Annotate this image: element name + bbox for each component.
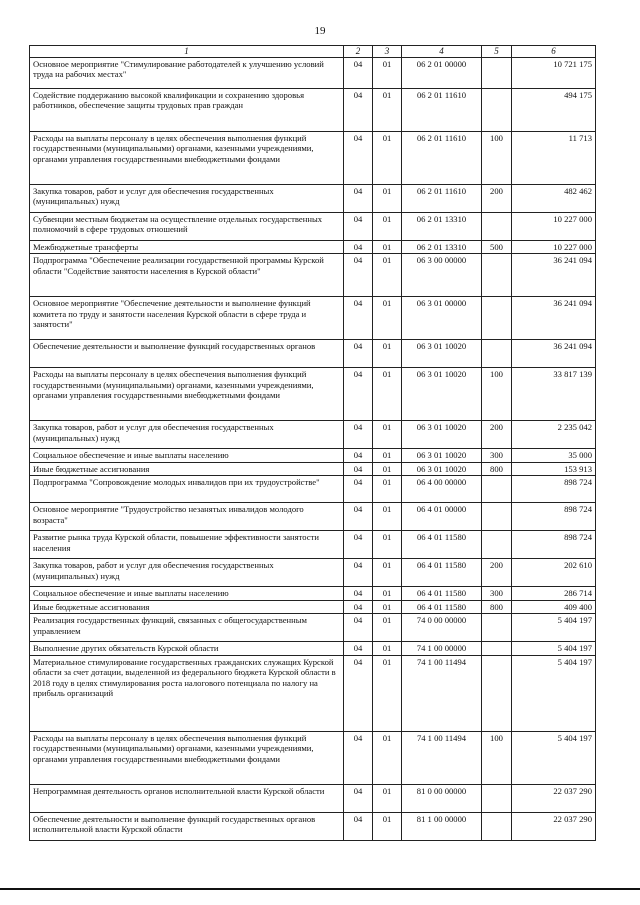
expense-type-cell: [482, 88, 512, 131]
amount-cell: 494 175: [512, 88, 596, 131]
row-name-cell: Межбюджетные трансферты: [30, 240, 344, 253]
amount-cell: 286 714: [512, 587, 596, 600]
expense-type-cell: [482, 254, 512, 297]
row-name-cell: Социальное обеспечение и иные выплаты населению: [30, 449, 344, 462]
subsection-code-cell: 01: [373, 642, 402, 655]
table-row: [30, 600, 596, 613]
amount-cell: 202 610: [512, 559, 596, 587]
expense-type-cell: [482, 476, 512, 503]
amount-cell: 10 721 175: [512, 57, 596, 88]
table-row: [30, 449, 596, 462]
subsection-code-cell: 01: [373, 600, 402, 613]
expense-type-cell: [482, 503, 512, 531]
amount-cell: 5 404 197: [512, 731, 596, 784]
expense-type-cell: [482, 642, 512, 655]
subsection-code-cell: 01: [373, 559, 402, 587]
target-article-cell: 06 4 01 11580: [402, 531, 482, 559]
table-row: [30, 240, 596, 253]
subsection-code-cell: 01: [373, 297, 402, 340]
table-row: [30, 642, 596, 655]
target-article-cell: 06 3 01 00000: [402, 297, 482, 340]
column-header: 1: [30, 46, 344, 58]
target-article-cell: 06 4 01 00000: [402, 503, 482, 531]
row-name-cell: Подпрограмма "Сопровождение молодых инвалидов при их трудоустройстве": [30, 476, 344, 503]
section-code-cell: 04: [344, 531, 373, 559]
row-name-cell: Расходы на выплаты персоналу в целях обеспечения выполнения функций государственными (муниципальными) органами, казенными учреждениями, органами управления государственными внебюджетными фондами: [30, 131, 344, 184]
column-header: 3: [373, 46, 402, 58]
section-code-cell: 04: [344, 57, 373, 88]
section-code-cell: 04: [344, 731, 373, 784]
budget-table: [29, 45, 596, 841]
row-name-cell: Закупка товаров, работ и услуг для обеспечения государственных (муниципальных) нужд: [30, 559, 344, 587]
target-article-cell: 06 4 01 11580: [402, 559, 482, 587]
row-name-cell: Выполнение других обязательств Курской области: [30, 642, 344, 655]
row-name-cell: Материальное стимулирование государственных гражданских служащих Курской области за счет дотации, выделенной из федерального бюджета Курской области в 2018 году в целях стимулирования роста налогового потенциала по налогу на прибыль организаций: [30, 655, 344, 731]
table-row: [30, 88, 596, 131]
subsection-code-cell: 01: [373, 784, 402, 812]
target-article-cell: 06 4 01 11580: [402, 600, 482, 613]
target-article-cell: 06 3 01 10020: [402, 368, 482, 421]
row-name-cell: Социальное обеспечение и иные выплаты населению: [30, 587, 344, 600]
section-code-cell: 04: [344, 297, 373, 340]
subsection-code-cell: 01: [373, 731, 402, 784]
target-article-cell: 06 3 01 10020: [402, 462, 482, 475]
column-header: 4: [402, 46, 482, 58]
column-header: 6: [512, 46, 596, 58]
subsection-code-cell: 01: [373, 57, 402, 88]
section-code-cell: 04: [344, 184, 373, 212]
subsection-code-cell: 01: [373, 476, 402, 503]
section-code-cell: 04: [344, 600, 373, 613]
expense-type-cell: 800: [482, 462, 512, 475]
section-code-cell: 04: [344, 614, 373, 642]
row-name-cell: Непрограммная деятельность органов исполнительной власти Курской области: [30, 784, 344, 812]
row-name-cell: Содействие поддержанию высокой квалификации и сохранению здоровья работников, обеспечение защиты трудовых прав граждан: [30, 88, 344, 131]
section-code-cell: 04: [344, 784, 373, 812]
row-name-cell: Развитие рынка труда Курской области, повышение эффективности занятости населения: [30, 531, 344, 559]
row-name-cell: Обеспечение деятельности и выполнение функций государственных органов: [30, 340, 344, 368]
expense-type-cell: [482, 57, 512, 88]
section-code-cell: 04: [344, 254, 373, 297]
target-article-cell: 74 1 00 00000: [402, 642, 482, 655]
amount-cell: 11 713: [512, 131, 596, 184]
target-article-cell: 06 2 01 11610: [402, 88, 482, 131]
subsection-code-cell: 01: [373, 254, 402, 297]
subsection-code-cell: 01: [373, 88, 402, 131]
target-article-cell: 06 3 01 10020: [402, 421, 482, 449]
expense-type-cell: [482, 655, 512, 731]
section-code-cell: 04: [344, 131, 373, 184]
table-row: [30, 784, 596, 812]
amount-cell: 153 913: [512, 462, 596, 475]
table-row: [30, 587, 596, 600]
subsection-code-cell: 01: [373, 184, 402, 212]
row-name-cell: Расходы на выплаты персоналу в целях обеспечения выполнения функций государственными (муниципальными) органами, казенными учреждениями, органами управления государственными внебюджетными фондами: [30, 368, 344, 421]
amount-cell: 36 241 094: [512, 340, 596, 368]
amount-cell: 482 462: [512, 184, 596, 212]
target-article-cell: 06 3 00 00000: [402, 254, 482, 297]
table-row: [30, 254, 596, 297]
expense-type-cell: [482, 812, 512, 840]
expense-type-cell: 200: [482, 421, 512, 449]
expense-type-cell: 800: [482, 600, 512, 613]
target-article-cell: 74 0 00 00000: [402, 614, 482, 642]
section-code-cell: 04: [344, 503, 373, 531]
amount-cell: 5 404 197: [512, 655, 596, 731]
amount-cell: 22 037 290: [512, 784, 596, 812]
subsection-code-cell: 01: [373, 212, 402, 240]
expense-type-cell: 300: [482, 449, 512, 462]
section-code-cell: 04: [344, 421, 373, 449]
amount-cell: 5 404 197: [512, 614, 596, 642]
table-row: [30, 531, 596, 559]
row-name-cell: Расходы на выплаты персоналу в целях обеспечения выполнения функций государственными (муниципальными) органами, казенными учреждениями, органами управления государственными внебюджетными фондами: [30, 731, 344, 784]
table-row: [30, 655, 596, 731]
table-row: [30, 476, 596, 503]
expense-type-cell: [482, 614, 512, 642]
table-row: [30, 368, 596, 421]
expense-type-cell: [482, 784, 512, 812]
section-code-cell: 04: [344, 240, 373, 253]
target-article-cell: 06 4 01 11580: [402, 587, 482, 600]
target-article-cell: 74 1 00 11494: [402, 655, 482, 731]
expense-type-cell: 300: [482, 587, 512, 600]
table-row: [30, 297, 596, 340]
table-row: [30, 184, 596, 212]
target-article-cell: 06 4 00 00000: [402, 476, 482, 503]
amount-cell: 2 235 042: [512, 421, 596, 449]
amount-cell: 33 817 139: [512, 368, 596, 421]
row-name-cell: Закупка товаров, работ и услуг для обеспечения государственных (муниципальных) нужд: [30, 184, 344, 212]
expense-type-cell: 200: [482, 559, 512, 587]
amount-cell: 36 241 094: [512, 297, 596, 340]
row-name-cell: Субвенции местным бюджетам на осуществление отдельных государственных полномочий в сфере трудовых отношений: [30, 212, 344, 240]
section-code-cell: 04: [344, 368, 373, 421]
row-name-cell: Реализация государственных функций, связанных с общегосударственным управлением: [30, 614, 344, 642]
subsection-code-cell: 01: [373, 614, 402, 642]
amount-cell: 5 404 197: [512, 642, 596, 655]
subsection-code-cell: 01: [373, 462, 402, 475]
row-name-cell: Закупка товаров, работ и услуг для обеспечения государственных (муниципальных) нужд: [30, 421, 344, 449]
amount-cell: 35 000: [512, 449, 596, 462]
section-code-cell: 04: [344, 340, 373, 368]
target-article-cell: 74 1 00 11494: [402, 731, 482, 784]
target-article-cell: 06 2 01 11610: [402, 131, 482, 184]
amount-cell: 898 724: [512, 476, 596, 503]
subsection-code-cell: 01: [373, 503, 402, 531]
target-article-cell: 06 2 01 00000: [402, 57, 482, 88]
target-article-cell: 06 3 01 10020: [402, 449, 482, 462]
column-header: 5: [482, 46, 512, 58]
section-code-cell: 04: [344, 449, 373, 462]
table-row: [30, 212, 596, 240]
section-code-cell: 04: [344, 812, 373, 840]
subsection-code-cell: 01: [373, 812, 402, 840]
subsection-code-cell: 01: [373, 421, 402, 449]
expense-type-cell: [482, 531, 512, 559]
amount-cell: 898 724: [512, 503, 596, 531]
target-article-cell: 06 3 01 10020: [402, 340, 482, 368]
table-row: [30, 462, 596, 475]
page-number: 19: [314, 25, 326, 37]
target-article-cell: 81 0 00 00000: [402, 784, 482, 812]
expense-type-cell: [482, 297, 512, 340]
expense-type-cell: 100: [482, 731, 512, 784]
subsection-code-cell: 01: [373, 240, 402, 253]
subsection-code-cell: 01: [373, 131, 402, 184]
section-code-cell: 04: [344, 587, 373, 600]
section-code-cell: 04: [344, 655, 373, 731]
target-article-cell: 06 2 01 11610: [402, 184, 482, 212]
section-code-cell: 04: [344, 462, 373, 475]
amount-cell: 409 400: [512, 600, 596, 613]
expense-type-cell: 500: [482, 240, 512, 253]
column-header: 2: [344, 46, 373, 58]
section-code-cell: 04: [344, 642, 373, 655]
page-bottom-rule: [0, 888, 640, 890]
target-article-cell: 06 2 01 13310: [402, 212, 482, 240]
row-name-cell: Основное мероприятие "Обеспечение деятельности и выполнение функций комитета по труду и занятости населения Курской области в сфере труда и занятости": [30, 297, 344, 340]
row-name-cell: Основное мероприятие "Стимулирование работодателей к улучшению условий труда на рабочих местах": [30, 57, 344, 88]
table-row: [30, 614, 596, 642]
expense-type-cell: [482, 340, 512, 368]
target-article-cell: 06 2 01 13310: [402, 240, 482, 253]
subsection-code-cell: 01: [373, 587, 402, 600]
subsection-code-cell: 01: [373, 449, 402, 462]
section-code-cell: 04: [344, 212, 373, 240]
table-row: [30, 131, 596, 184]
expense-type-cell: 100: [482, 368, 512, 421]
amount-cell: 10 227 000: [512, 212, 596, 240]
row-name-cell: Иные бюджетные ассигнования: [30, 600, 344, 613]
expense-type-cell: 100: [482, 131, 512, 184]
subsection-code-cell: 01: [373, 655, 402, 731]
target-article-cell: 81 1 00 00000: [402, 812, 482, 840]
subsection-code-cell: 01: [373, 368, 402, 421]
row-name-cell: Подпрограмма "Обеспечение реализации государственной программы Курской области "Содействие занятости населения в Курской области": [30, 254, 344, 297]
section-code-cell: 04: [344, 476, 373, 503]
table-row: [30, 421, 596, 449]
table-row: [30, 340, 596, 368]
table-row: [30, 559, 596, 587]
table-row: [30, 57, 596, 88]
amount-cell: 36 241 094: [512, 254, 596, 297]
table-row: [30, 812, 596, 840]
section-code-cell: 04: [344, 88, 373, 131]
expense-type-cell: [482, 212, 512, 240]
amount-cell: 10 227 000: [512, 240, 596, 253]
table-row: [30, 503, 596, 531]
subsection-code-cell: 01: [373, 340, 402, 368]
amount-cell: 898 724: [512, 531, 596, 559]
amount-cell: 22 037 290: [512, 812, 596, 840]
table-row: [30, 731, 596, 784]
subsection-code-cell: 01: [373, 531, 402, 559]
section-code-cell: 04: [344, 559, 373, 587]
row-name-cell: Иные бюджетные ассигнования: [30, 462, 344, 475]
row-name-cell: Обеспечение деятельности и выполнение функций государственных органов исполнительной власти Курской области: [30, 812, 344, 840]
expense-type-cell: 200: [482, 184, 512, 212]
row-name-cell: Основное мероприятие "Трудоустройство незанятых инвалидов молодого возраста": [30, 503, 344, 531]
table-header-row: [30, 46, 596, 58]
